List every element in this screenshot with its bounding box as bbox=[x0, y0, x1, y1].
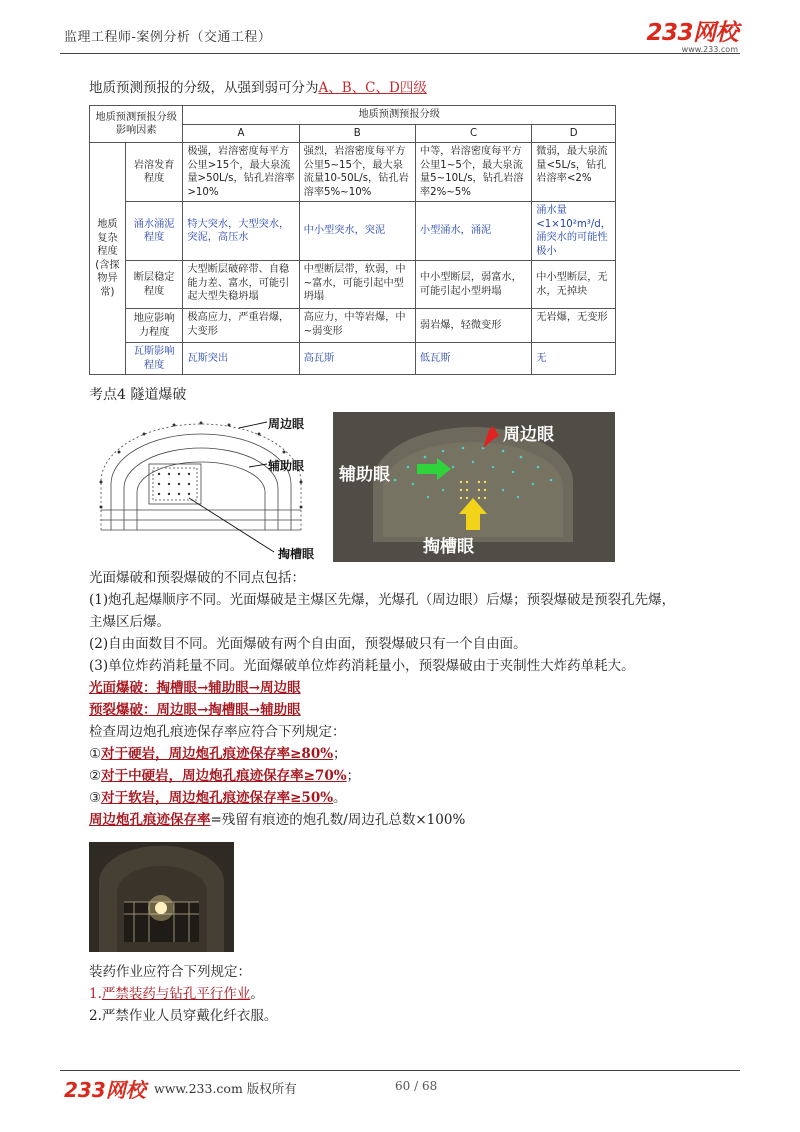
logo-url: www.233.com bbox=[681, 45, 738, 54]
table-cell: 高应力，中等岩爆，中~弱变形 bbox=[299, 309, 415, 343]
table-cell: 强烈，岩溶密度每平方公里5~15个，最大泉流量10-50L/s，钻孔岩溶率5%~10% bbox=[299, 143, 415, 202]
row-label: 涌水涌泥程度 bbox=[125, 202, 183, 261]
table-cell: 小型涌水，涌泥 bbox=[415, 202, 531, 261]
charging-item-2: 2.严禁作业人员穿戴化纤衣服。 bbox=[89, 1008, 278, 1024]
grade-b: B bbox=[299, 124, 415, 143]
header-title: 监理工程师-案例分析（交通工程） bbox=[64, 30, 272, 45]
check-rule: 检查周边炮孔痕迹保存率应符合下列规定： bbox=[89, 724, 346, 740]
table-cell: 中型断层带，软弱，中~富水，可能引起中型坍塌 bbox=[299, 261, 415, 309]
table-cell: 极强，岩溶密度每平方公里>15个，最大泉流量>50L/s，钻孔岩溶率>10% bbox=[183, 143, 299, 202]
photo-label-perimeter: 周边眼 bbox=[503, 425, 554, 445]
table-cell: 微弱，最大泉流量<5L/s，钻孔岩溶率<2% bbox=[532, 143, 616, 202]
footer-logo[interactable]: 233网校 bbox=[64, 1078, 146, 1102]
grade-d: D bbox=[532, 124, 616, 143]
label-cut: 掏槽眼 bbox=[278, 547, 315, 561]
drilling-photo bbox=[89, 842, 234, 952]
table-head-left: 地质预测预报分级影响因素 bbox=[90, 106, 183, 143]
section-title: 考点4 隧道爆破 bbox=[89, 387, 187, 403]
rule-hard: ①对于硬岩，周边炮孔痕迹保存率≥80%； bbox=[89, 746, 347, 762]
table-cell: 中小型断层，弱富水，可能引起小型坍塌 bbox=[415, 261, 531, 309]
photo-label-cut: 掏槽眼 bbox=[423, 537, 474, 557]
table-cell: 中小型断层，无水，无掉块 bbox=[532, 261, 616, 309]
blasting-p1b: 主爆区后爆。 bbox=[89, 614, 170, 630]
table-cell: 中小型突水，突泥 bbox=[299, 202, 415, 261]
table-cell: 弱岩爆，轻微变形 bbox=[415, 309, 531, 343]
intro-emphasis: A、B、C、D四级 bbox=[318, 80, 427, 96]
brand-logo[interactable] bbox=[646, 14, 738, 54]
grade-c: C bbox=[415, 124, 531, 143]
rule-medium: ②对于中硬岩，周边炮孔痕迹保存率≥70%； bbox=[89, 768, 361, 784]
footer-copyright: www.233.com 版权所有 bbox=[154, 1081, 297, 1096]
blasting-p1: (1)炮孔起爆顺序不同。光面爆破是主爆区先爆，光爆孔（周边眼）后爆；预裂爆破是预裂孔先爆， bbox=[89, 592, 676, 608]
page-number: 60 / 68 bbox=[395, 1079, 438, 1093]
table-cell: 大型断层破碎带、自稳能力差、富水，可能引起大型失稳坍塌 bbox=[183, 261, 299, 309]
table-cell: 涌水量<1×10²m³/d，涌突水的可能性极小 bbox=[532, 202, 616, 261]
drilling-illustration bbox=[89, 842, 234, 952]
photo-label-auxiliary: 辅助眼 bbox=[339, 465, 390, 485]
sequence-smooth: 光面爆破：掏槽眼→辅助眼→周边眼 bbox=[89, 680, 301, 696]
row-label: 岩溶发育程度 bbox=[125, 143, 183, 202]
tunnel-face-photo bbox=[333, 412, 615, 562]
footer-divider bbox=[60, 1070, 740, 1071]
charging-item-1: 1.严禁装药与钻孔平行作业。 bbox=[89, 986, 264, 1002]
table-cell: 无岩爆，无变形 bbox=[532, 309, 616, 343]
table-cell: 高瓦斯 bbox=[299, 343, 415, 375]
geo-grade-table bbox=[89, 105, 616, 375]
tunnel-face-illustration bbox=[333, 412, 615, 562]
table-cell: 瓦斯突出 bbox=[183, 343, 299, 375]
label-auxiliary: 辅助眼 bbox=[268, 459, 305, 473]
rule-soft: ③对于软岩，周边炮孔痕迹保存率≥50%。 bbox=[89, 790, 347, 806]
table-cell: 特大突水，大型突水，突泥，高压水 bbox=[183, 202, 299, 261]
row-label: 地应影响力程度 bbox=[125, 309, 183, 343]
blast-hole-diagram bbox=[89, 412, 327, 562]
table-cell: 极高应力，严重岩爆，大变形 bbox=[183, 309, 299, 343]
table-head-top: 地质预测预报分级 bbox=[183, 106, 616, 125]
logo-text: 233网校 bbox=[646, 20, 738, 46]
table-cell: 无 bbox=[532, 343, 616, 375]
sequence-presplit: 预裂爆破：周边眼→掏槽眼→辅助眼 bbox=[89, 702, 301, 718]
blasting-p3: (3)单位炸药消耗量不同。光面爆破单位炸药消耗量小，预裂爆破由于夹制性大炸药单耗大。 bbox=[89, 658, 635, 674]
label-perimeter: 周边眼 bbox=[268, 417, 305, 431]
charging-title: 装药作业应符合下列规定： bbox=[89, 964, 251, 980]
blasting-p2: (2)自由面数目不同。光面爆破有两个自由面，预裂爆破只有一个自由面。 bbox=[89, 636, 527, 652]
row-label: 瓦斯影响程度 bbox=[125, 343, 183, 375]
header-divider bbox=[60, 53, 740, 54]
table-cell: 中等，岩溶密度每平方公里1~5个，最大泉流量5~10L/s，钻孔岩溶率2%~5% bbox=[415, 143, 531, 202]
intro-line: 地质预测预报的分级，从强到弱可分为A、B、C、D四级 bbox=[89, 80, 427, 96]
blasting-intro: 光面爆破和预裂爆破的不同点包括： bbox=[89, 570, 305, 586]
grade-a: A bbox=[183, 124, 299, 143]
group-label: 地质复杂程度(含探物异常) bbox=[90, 143, 126, 375]
formula: 周边炮孔痕迹保存率=残留有痕迹的炮孔数/周边孔总数×100% bbox=[89, 812, 466, 828]
table-cell: 低瓦斯 bbox=[415, 343, 531, 375]
row-label: 断层稳定程度 bbox=[125, 261, 183, 309]
